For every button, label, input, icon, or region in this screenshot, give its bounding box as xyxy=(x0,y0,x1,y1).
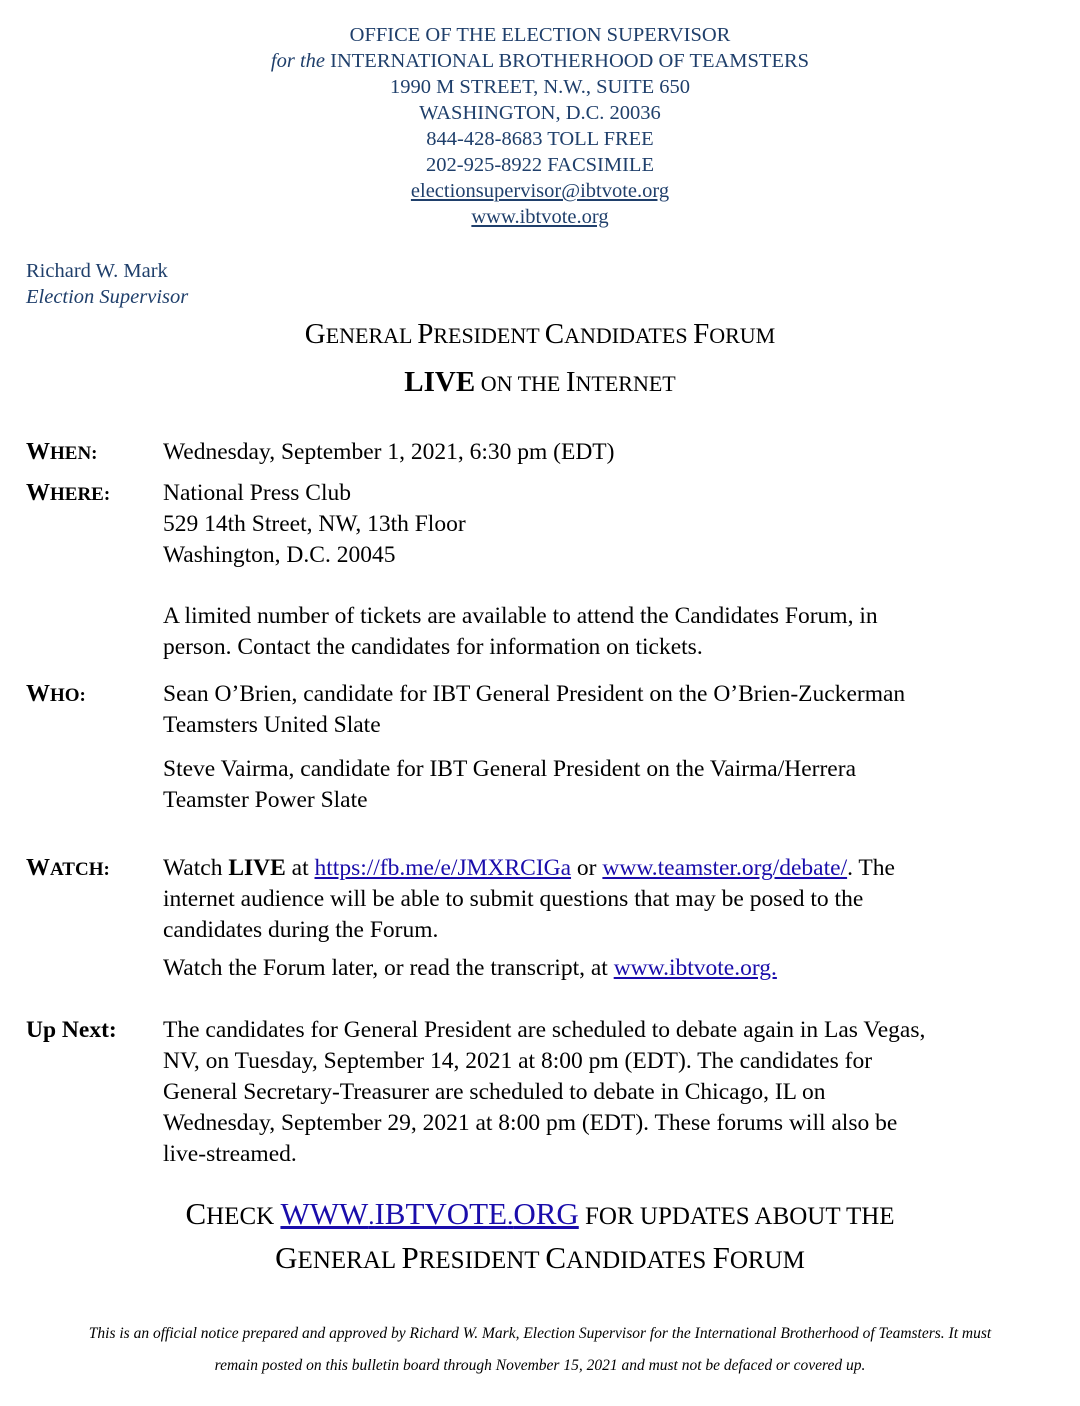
supervisor-title: Election Supervisor xyxy=(26,286,189,308)
watch-later-text: Watch the Forum later, or read the transcript, at www.ibtvote.org. xyxy=(163,955,777,981)
when-label: WHEN: xyxy=(26,439,98,465)
cta-forum-line: GENERAL PRESIDENT CANDIDATES FORUM xyxy=(275,1240,805,1275)
street-address: 1990 M STREET, N.W., SUITE 650 xyxy=(389,76,691,98)
letterhead xyxy=(0,22,1080,230)
official-notice-footer xyxy=(20,1318,1060,1382)
candidate-obrien: Sean O’Brien, candidate for IBT General President on the O’Brien-Zuckerman Teamsters United Slate xyxy=(163,681,906,738)
supervisor-block xyxy=(26,258,188,310)
venue-address: 529 14th Street, NW, 13th Floor xyxy=(163,511,466,537)
email-link[interactable]: electionsupervisor@ibtvote.org xyxy=(410,180,670,202)
up-next-text: The candidates for General President are scheduled to debate again in Las Vegas, NV, on Tuesday, September 14, 2021 at 8:00 pm (EDT). The candidates for General Secretary-Treasurer are scheduled to debate in Chicago, IL on Wednesday, September 29, 2021 at 8:00 pm (EDT). These forums will also be live-streamed. xyxy=(163,1017,926,1167)
watch-label: WATCH: xyxy=(26,855,110,881)
toll-free-phone: 844-428-8683 TOLL FREE xyxy=(426,128,654,150)
organization-line xyxy=(0,48,1080,74)
for-the-text: for the xyxy=(270,50,326,72)
supervisor-name: Richard W. Mark xyxy=(26,260,168,282)
forum-heading: GENERAL PRESIDENT CANDIDATES FORUM xyxy=(304,318,776,350)
candidate-vairma: Steve Vairma, candidate for IBT General President on the Vairma/Herrera Teamster Power Slate xyxy=(163,756,856,813)
footer-line-2: remain posted on this bulletin board through November 15, 2021 and must not be defaced or covered up. xyxy=(214,1357,866,1374)
city-address: WASHINGTON, D.C. 20036 xyxy=(419,102,661,124)
ibtvote-cta-link[interactable]: WWW.IBTVOTE.ORG xyxy=(280,1196,579,1231)
live-heading: LIVE ON THE INTERNET xyxy=(404,366,676,398)
check-updates-line: CHECK WWW.IBTVOTE.ORG FOR UPDATES ABOUT THE xyxy=(185,1196,895,1231)
who-label: WHO: xyxy=(26,681,86,707)
venue-city: Washington, D.C. 20045 xyxy=(163,542,396,568)
up-next-label: Up Next: xyxy=(26,1017,117,1043)
watch-live-text: Watch LIVE at https://fb.me/e/JMXRCIGa or www.teamster.org/debate/. The internet audience will be able to submit questions that may be posed to the candidates during the Forum. xyxy=(163,855,895,943)
organization-name: INTERNATIONAL BROTHERHOOD OF TEAMSTERS xyxy=(330,50,810,72)
office-title: OFFICE OF THE ELECTION SUPERVISOR xyxy=(349,24,731,46)
ibtvote-link[interactable]: www.ibtvote.org. xyxy=(613,955,777,981)
live-text: LIVE xyxy=(404,366,476,398)
tickets-note: A limited number of tickets are available to attend the Candidates Forum, in person. Contact the candidates for information on tickets. xyxy=(163,603,878,660)
facebook-event-link[interactable]: https://fb.me/e/JMXRCIGa xyxy=(314,855,572,881)
venue-name: National Press Club xyxy=(163,480,351,506)
teamster-debate-link[interactable]: www.teamster.org/debate/ xyxy=(602,855,848,881)
footer-line-1: This is an official notice prepared and approved by Richard W. Mark, Election Supervisor for the International Brotherhood of Teamsters. It must xyxy=(88,1325,992,1342)
fax-number: 202-925-8922 FACSIMILE xyxy=(426,154,654,176)
where-label: WHERE: xyxy=(26,480,111,506)
when-value: Wednesday, September 1, 2021, 6:30 pm (EDT) xyxy=(163,439,615,465)
website-link[interactable]: www.ibtvote.org xyxy=(471,206,609,228)
